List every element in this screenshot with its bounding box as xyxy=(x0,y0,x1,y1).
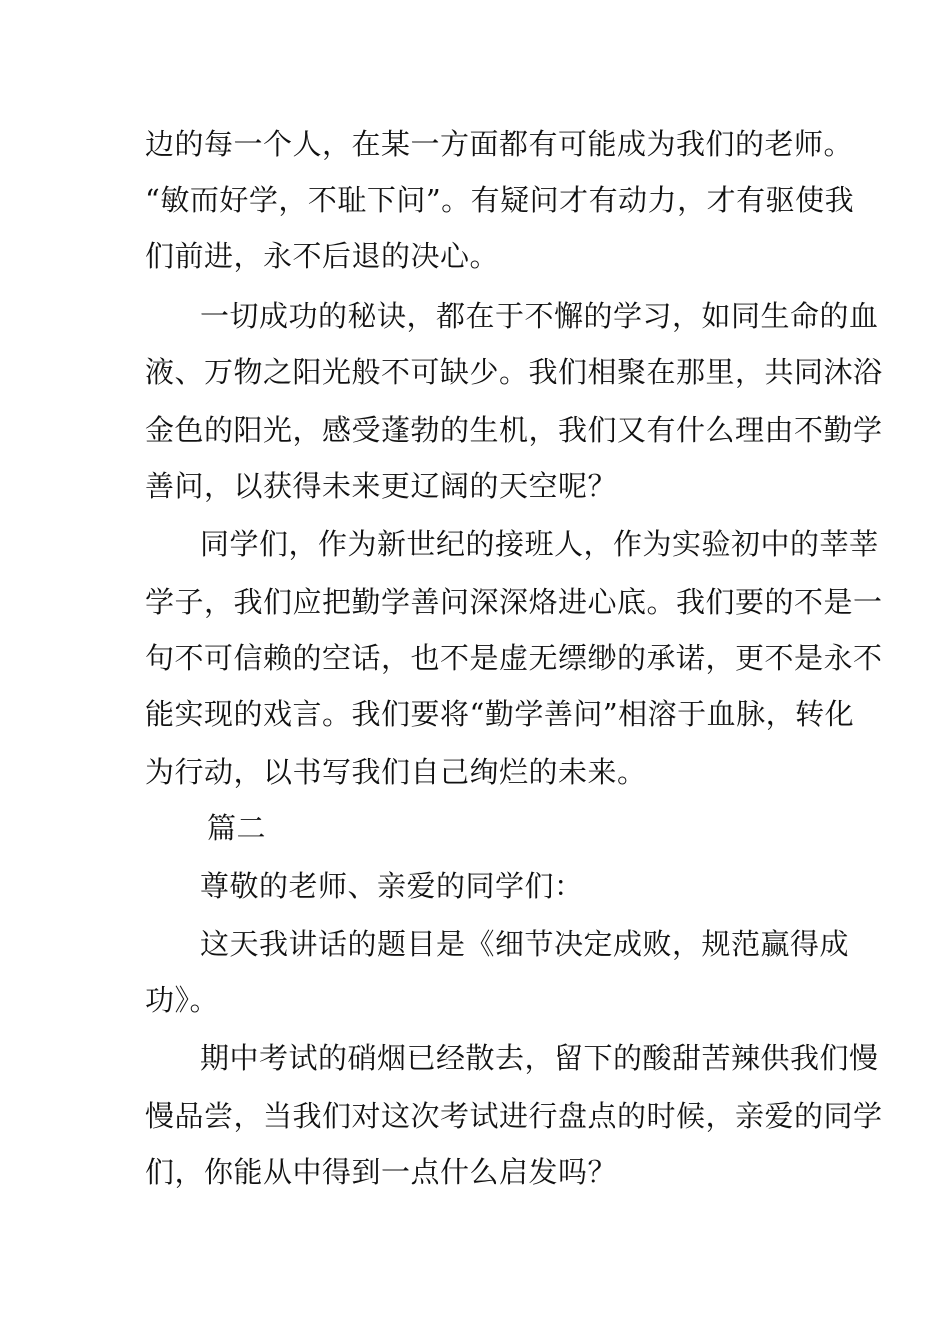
paragraph-first-line: 这天我讲话的题目是《细节决定成败，规范赢得成 xyxy=(200,927,850,961)
section-heading: 篇二 xyxy=(207,811,267,845)
text-line: 慢品尝，当我们对这次考试进行盘点的时候，亲爱的同学 xyxy=(145,1099,883,1133)
text-line: 句不可信赖的空话，也不是虚无缥缈的承诺，更不是永不 xyxy=(145,641,883,675)
paragraph-first-line: 同学们，作为新世纪的接班人，作为实验初中的莘莘 xyxy=(200,527,879,561)
text-line: 学子，我们应把勤学善问深深烙进心底。我们要的不是一 xyxy=(145,585,883,619)
text-line: 为行动，以书写我们自己绚烂的未来。 xyxy=(145,755,647,789)
text-line: 们，你能从中得到一点什么启发吗？ xyxy=(145,1155,618,1189)
text-line: 能实现的戏言。我们要将“勤学善问”相溶于血脉，转化 xyxy=(145,697,855,731)
salutation: 尊敬的老师、亲爱的同学们： xyxy=(200,869,584,903)
text-line: “敏而好学，不耻下问”。有疑问才有动力，才有驱使我 xyxy=(145,183,855,217)
text-line: 善问，以获得未来更辽阔的天空呢？ xyxy=(145,469,618,503)
text-line: 金色的阳光，感受蓬勃的生机，我们又有什么理由不勤学 xyxy=(145,413,883,447)
paragraph-first-line: 期中考试的硝烟已经散去，留下的酸甜苦辣供我们慢 xyxy=(200,1041,879,1075)
text-line: 们前进，永不后退的决心。 xyxy=(145,239,500,273)
text-line: 液、万物之阳光般不可缺少。我们相聚在那里，共同沐浴 xyxy=(145,355,883,389)
text-line: 功》。 xyxy=(145,983,220,1017)
text-line: 边的每一个人，在某一方面都有可能成为我们的老师。 xyxy=(145,127,854,161)
paragraph-first-line: 一切成功的秘诀，都在于不懈的学习，如同生命的血 xyxy=(200,299,879,333)
